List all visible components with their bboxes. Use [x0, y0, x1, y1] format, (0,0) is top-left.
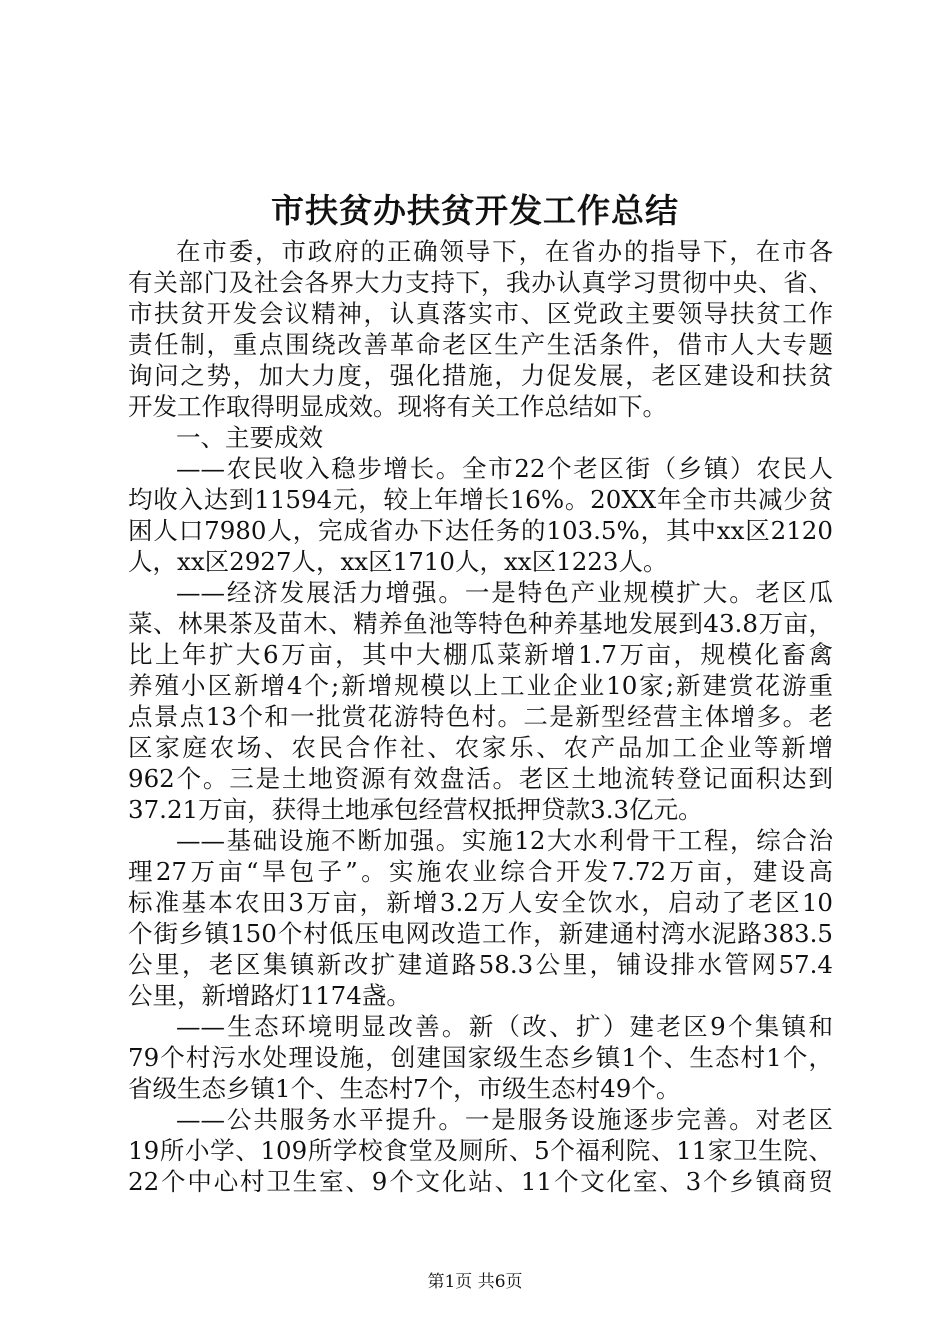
paragraph-line: 菜、林果茶及苗木、精养鱼池等特色种养基地发展到43.8万亩， — [128, 609, 833, 638]
paragraph-line: 省级生态乡镇1个、生态村7个，市级生态村49个。 — [128, 1074, 681, 1103]
paragraph-line: 22个中心村卫生室、9个文化站、11个文化室、3个乡镇商贸 — [128, 1167, 833, 1196]
paragraph-line: ——生态环境明显改善。新（改、扩）建老区9个集镇和 — [176, 1012, 833, 1041]
paragraph-line: 养殖小区新增4个;新增规模以上工业企业10家;新建赏花游重 — [128, 671, 833, 700]
paragraph-line: ——经济发展活力增强。一是特色产业规模扩大。老区瓜 — [176, 578, 833, 607]
paragraph-line: 79个村污水处理设施，创建国家级生态乡镇1个、生态村1个， — [128, 1043, 833, 1072]
section-heading: 一、主要成效 — [176, 423, 323, 452]
page-number-footer: 第1页 共6页 — [427, 1272, 523, 1292]
paragraph-line: ——基础设施不断加强。实施12大水利骨干工程，综合治 — [176, 826, 833, 855]
paragraph-line: 市扶贫开发会议精神，认真落实市、区党政主要领导扶贫工作 — [128, 299, 833, 328]
paragraph-line: 点景点13个和一批赏花游特色村。二是新型经营主体增多。老 — [128, 702, 833, 731]
paragraph-line: 困人口7980人，完成省办下达任务的103.5%，其中xx区2120 — [128, 516, 833, 545]
paragraph-line: ——农民收入稳步增长。全市22个老区街（乡镇）农民人 — [176, 454, 833, 483]
paragraph-line: 理27万亩“旱包子”。实施农业综合开发7.72万亩，建设高 — [128, 857, 833, 886]
paragraph-line: 37.21万亩，获得土地承包经营权抵押贷款3.3亿元。 — [128, 795, 703, 824]
paragraph-line: 人，xx区2927人，xx区1710人，xx区1223人。 — [128, 547, 668, 576]
paragraph-line: 开发工作取得明显成效。现将有关工作总结如下。 — [128, 392, 667, 421]
paragraph-line: 有关部门及社会各界大力支持下，我办认真学习贯彻中央、省、 — [128, 268, 833, 297]
paragraph-line: 均收入达到11594元，较上年增长16%。20XX年全市共减少贫 — [128, 485, 833, 514]
paragraph-line: 个街乡镇150个村低压电网改造工作，新建通村湾水泥路383.5 — [128, 919, 833, 948]
paragraph-line: 标准基本农田3万亩，新增3.2万人安全饮水，启动了老区10 — [128, 888, 833, 917]
document-body — [128, 236, 833, 1197]
paragraph-line: 公里，新增路灯1174盏。 — [128, 981, 411, 1010]
paragraph-line: 比上年扩大6万亩，其中大棚瓜菜新增1.7万亩，规模化畜禽 — [128, 640, 833, 669]
paragraph-line: 在市委，市政府的正确领导下，在省办的指导下，在市各 — [176, 237, 833, 266]
paragraph-line: 公里，老区集镇新改扩建道路58.3公里，铺设排水管网57.4 — [128, 950, 833, 979]
paragraph-line: 询问之势，加大力度，强化措施，力促发展，老区建设和扶贫 — [128, 361, 833, 390]
document-title: 市扶贫办扶贫开发工作总结 — [271, 191, 679, 230]
paragraph-line: 区家庭农场、农民合作社、农家乐、农产品加工企业等新增 — [128, 733, 833, 762]
paragraph-line: 责任制，重点围绕改善革命老区生产生活条件，借市人大专题 — [128, 330, 833, 359]
paragraph-line: 962个。三是土地资源有效盘活。老区土地流转登记面积达到 — [128, 764, 833, 793]
paragraph-line: 19所小学、109所学校食堂及厕所、5个福利院、11家卫生院、 — [128, 1136, 833, 1165]
paragraph-line: ——公共服务水平提升。一是服务设施逐步完善。对老区 — [176, 1105, 833, 1134]
